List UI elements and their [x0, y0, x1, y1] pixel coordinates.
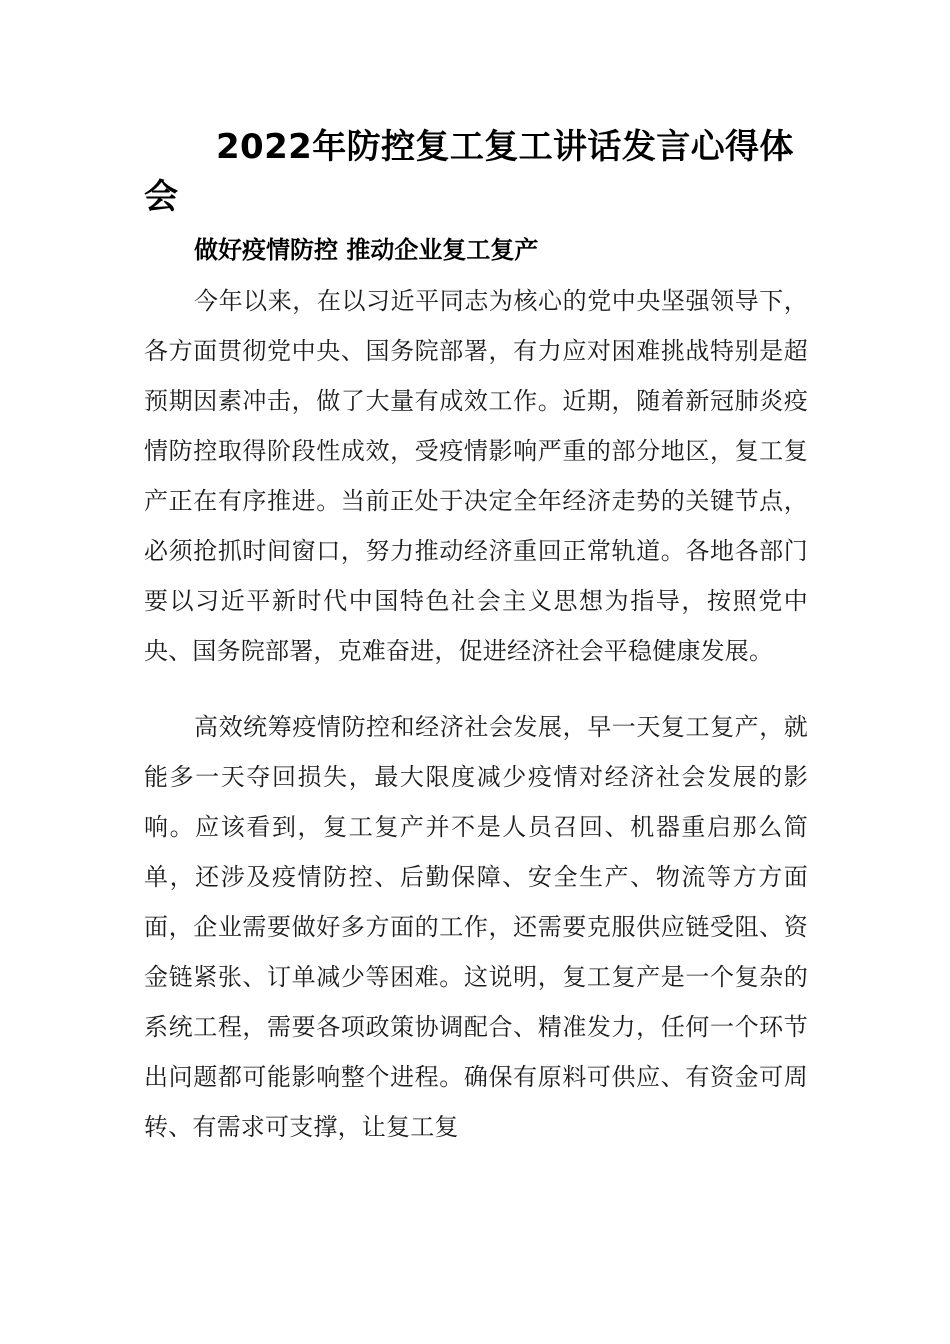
document-body — [144, 122, 808, 1152]
paragraph-1: 今年以来，在以习近平同志为核心的党中央坚强领导下，各方面贯彻党中央、国务院部署，有力应对困难挑战特别是超预期因素冲击，做了大量有成效工作。近期，随着新冠肺炎疫情防控取得阶段性成效，受疫情影响严重的部分地区，复工复产正在有序推进。当前正处于决定全年经济走势的关键节点，必须抢抓时间窗口，努力推动经济重回正常轨道。各地各部门要以习近平新时代中国特色社会主义思想为指导，按照党中央、国务院部署，克难奋进，促进经济社会平稳健康发展。 — [144, 287, 808, 665]
paragraph-2: 高效统筹疫情防控和经济社会发展，早一天复工复产，就能多一天夺回损失，最大限度减少疫情对经济社会发展的影响。应该看到，复工复产并不是人员召回、机器重启那么简单，还涉及疫情防控、后勤保障、安全生产、物流等方方面面，企业需要做好多方面的工作，还需要克服供应链受阻、资金链紧张、订单减少等困难。这说明，复工复产是一个复杂的系统工程，需要各项政策协调配合、精准发力，任何一个环节出问题都可能影响整个进程。确保有原料可供应、有资金可周转、有需求可支撑，让复工复 — [144, 713, 808, 1141]
document-title: 2022年防控复工复工讲话发言心得体会 — [144, 127, 794, 217]
document-subtitle: 做好疫情防控 推动企业复工复产 — [194, 236, 539, 264]
